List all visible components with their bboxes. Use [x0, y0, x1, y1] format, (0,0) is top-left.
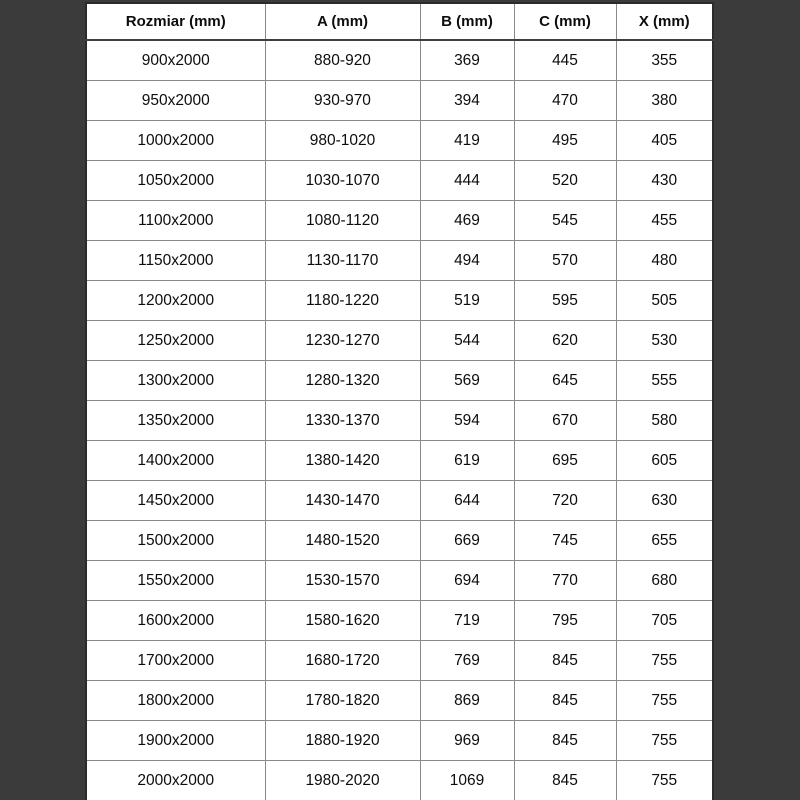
table-cell: 969 [420, 721, 514, 761]
table-cell: 1530-1570 [265, 561, 420, 601]
table-cell: 1180-1220 [265, 281, 420, 321]
table-cell: 455 [616, 201, 713, 241]
table-cell: 1450x2000 [86, 481, 265, 521]
table-cell: 570 [514, 241, 616, 281]
table-row [86, 361, 713, 401]
table-cell: 1600x2000 [86, 601, 265, 641]
table-cell: 645 [514, 361, 616, 401]
table-cell: 795 [514, 601, 616, 641]
table-cell: 1030-1070 [265, 161, 420, 201]
size-spec-table [85, 2, 714, 800]
table-cell: 619 [420, 441, 514, 481]
table-cell: 719 [420, 601, 514, 641]
table-cell: 1680-1720 [265, 641, 420, 681]
table-row [86, 161, 713, 201]
table-cell: 1000x2000 [86, 121, 265, 161]
column-header-rozmiar: Rozmiar (mm) [86, 3, 265, 40]
table-row [86, 761, 713, 800]
table-cell: 770 [514, 561, 616, 601]
table-cell: 1380-1420 [265, 441, 420, 481]
table-cell: 1350x2000 [86, 401, 265, 441]
table-cell: 845 [514, 681, 616, 721]
table-cell: 869 [420, 681, 514, 721]
table-cell: 900x2000 [86, 40, 265, 81]
table-cell: 1550x2000 [86, 561, 265, 601]
table-cell: 470 [514, 81, 616, 121]
table-cell: 445 [514, 40, 616, 81]
column-header-a: A (mm) [265, 3, 420, 40]
table-cell: 1700x2000 [86, 641, 265, 681]
table-cell: 620 [514, 321, 616, 361]
table-cell: 1200x2000 [86, 281, 265, 321]
table-cell: 2000x2000 [86, 761, 265, 800]
table-row [86, 681, 713, 721]
table-cell: 695 [514, 441, 616, 481]
table-cell: 594 [420, 401, 514, 441]
table-cell: 519 [420, 281, 514, 321]
table-header [86, 3, 713, 40]
table-cell: 980-1020 [265, 121, 420, 161]
table-cell: 555 [616, 361, 713, 401]
table-cell: 595 [514, 281, 616, 321]
table-row [86, 561, 713, 601]
table-cell: 950x2000 [86, 81, 265, 121]
table-cell: 1230-1270 [265, 321, 420, 361]
table-cell: 394 [420, 81, 514, 121]
table-row [86, 721, 713, 761]
table-cell: 669 [420, 521, 514, 561]
table-cell: 755 [616, 761, 713, 800]
table-row [86, 521, 713, 561]
table-cell: 1069 [420, 761, 514, 800]
table-cell: 505 [616, 281, 713, 321]
table-cell: 1080-1120 [265, 201, 420, 241]
table-cell: 745 [514, 521, 616, 561]
table-cell: 469 [420, 201, 514, 241]
table-row [86, 481, 713, 521]
table-cell: 1250x2000 [86, 321, 265, 361]
table-row [86, 401, 713, 441]
table-cell: 355 [616, 40, 713, 81]
table-cell: 1880-1920 [265, 721, 420, 761]
table-cell: 1300x2000 [86, 361, 265, 401]
table-cell: 1150x2000 [86, 241, 265, 281]
table-cell: 845 [514, 761, 616, 800]
table-cell: 1580-1620 [265, 601, 420, 641]
table-cell: 930-970 [265, 81, 420, 121]
table-cell: 520 [514, 161, 616, 201]
table-cell: 755 [616, 681, 713, 721]
table-cell: 605 [616, 441, 713, 481]
table-cell: 680 [616, 561, 713, 601]
table-cell: 494 [420, 241, 514, 281]
table-cell: 430 [616, 161, 713, 201]
table-cell: 755 [616, 721, 713, 761]
table-cell: 670 [514, 401, 616, 441]
table-header-row [86, 3, 713, 40]
table-cell: 720 [514, 481, 616, 521]
table-cell: 1480-1520 [265, 521, 420, 561]
table-cell: 769 [420, 641, 514, 681]
table-cell: 694 [420, 561, 514, 601]
table-cell: 1400x2000 [86, 441, 265, 481]
table-cell: 1500x2000 [86, 521, 265, 561]
table-cell: 380 [616, 81, 713, 121]
table-cell: 369 [420, 40, 514, 81]
table-row [86, 81, 713, 121]
table-row [86, 281, 713, 321]
table-cell: 1330-1370 [265, 401, 420, 441]
table-cell: 845 [514, 721, 616, 761]
table-cell: 655 [616, 521, 713, 561]
table-cell: 544 [420, 321, 514, 361]
table-row [86, 641, 713, 681]
table-cell: 1050x2000 [86, 161, 265, 201]
table-cell: 580 [616, 401, 713, 441]
table-cell: 1430-1470 [265, 481, 420, 521]
table-cell: 405 [616, 121, 713, 161]
table-cell: 419 [420, 121, 514, 161]
table-row [86, 601, 713, 641]
table-cell: 1100x2000 [86, 201, 265, 241]
table-row [86, 321, 713, 361]
table-cell: 845 [514, 641, 616, 681]
table-cell: 530 [616, 321, 713, 361]
table-cell: 545 [514, 201, 616, 241]
column-header-b: B (mm) [420, 3, 514, 40]
table-row [86, 241, 713, 281]
table-cell: 1900x2000 [86, 721, 265, 761]
table-cell: 495 [514, 121, 616, 161]
table-row [86, 441, 713, 481]
table-cell: 1280-1320 [265, 361, 420, 401]
table-cell: 1780-1820 [265, 681, 420, 721]
column-header-c: C (mm) [514, 3, 616, 40]
table-row [86, 40, 713, 81]
table-cell: 480 [616, 241, 713, 281]
table-cell: 444 [420, 161, 514, 201]
table-cell: 705 [616, 601, 713, 641]
table-row [86, 121, 713, 161]
table-row [86, 201, 713, 241]
table-body [86, 40, 713, 800]
table-cell: 644 [420, 481, 514, 521]
table-cell: 630 [616, 481, 713, 521]
table-cell: 569 [420, 361, 514, 401]
table-cell: 1980-2020 [265, 761, 420, 800]
column-header-x: X (mm) [616, 3, 713, 40]
table-cell: 1800x2000 [86, 681, 265, 721]
table-cell: 880-920 [265, 40, 420, 81]
table-cell: 755 [616, 641, 713, 681]
table-cell: 1130-1170 [265, 241, 420, 281]
